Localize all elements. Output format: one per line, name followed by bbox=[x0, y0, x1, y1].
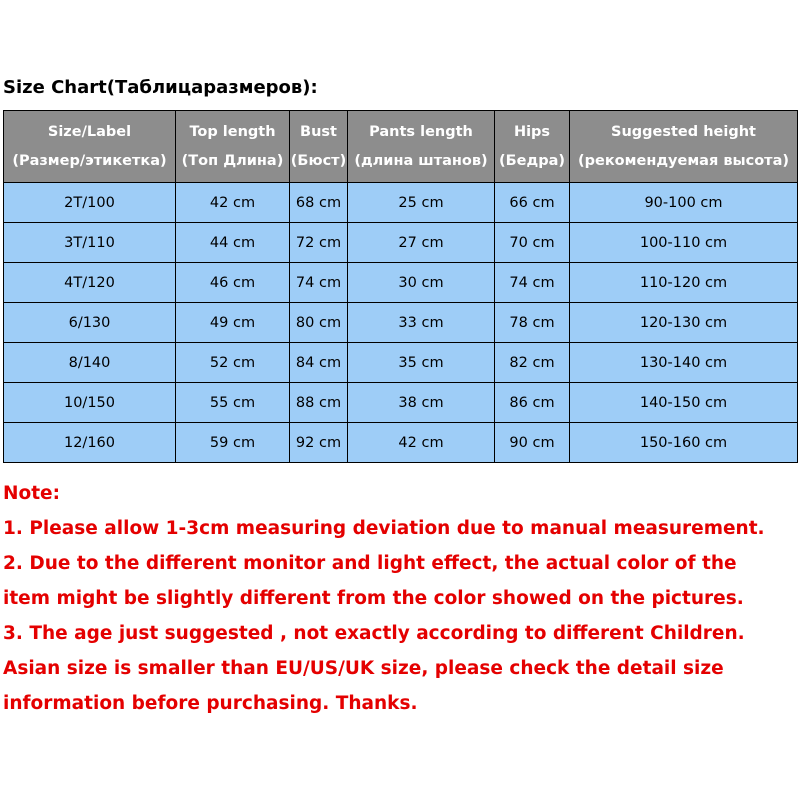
table-row bbox=[4, 183, 798, 223]
header-bust: Bust (Бюст) bbox=[290, 111, 348, 183]
note-heading: Note: bbox=[3, 483, 60, 504]
cell-hips: 70 cm bbox=[495, 223, 570, 263]
table-row bbox=[4, 223, 798, 263]
cell-hips: 82 cm bbox=[495, 343, 570, 383]
header-size-label: Size/Label (Размер/этикетка) bbox=[4, 111, 176, 183]
header-hips: Hips (Бедра) bbox=[495, 111, 570, 183]
cell-suggested-height: 110-120 cm bbox=[570, 263, 798, 303]
cell-size-label: 10/150 bbox=[4, 383, 176, 423]
cell-bust: 84 cm bbox=[290, 343, 348, 383]
cell-pants-length: 38 cm bbox=[348, 383, 495, 423]
cell-top-length: 59 cm bbox=[176, 423, 290, 463]
cell-top-length: 49 cm bbox=[176, 303, 290, 343]
note-line: 3. The age just suggested , not exactly according to different Children. bbox=[3, 623, 745, 644]
table-row bbox=[4, 383, 798, 423]
cell-pants-length: 27 cm bbox=[348, 223, 495, 263]
size-table bbox=[3, 110, 798, 463]
cell-bust: 80 cm bbox=[290, 303, 348, 343]
cell-suggested-height: 150-160 cm bbox=[570, 423, 798, 463]
cell-size-label: 12/160 bbox=[4, 423, 176, 463]
cell-suggested-height: 120-130 cm bbox=[570, 303, 798, 343]
table-row bbox=[4, 343, 798, 383]
cell-top-length: 44 cm bbox=[176, 223, 290, 263]
cell-suggested-height: 90-100 cm bbox=[570, 183, 798, 223]
cell-top-length: 52 cm bbox=[176, 343, 290, 383]
cell-size-label: 3T/110 bbox=[4, 223, 176, 263]
cell-pants-length: 42 cm bbox=[348, 423, 495, 463]
cell-size-label: 4T/120 bbox=[4, 263, 176, 303]
cell-bust: 88 cm bbox=[290, 383, 348, 423]
table-row bbox=[4, 303, 798, 343]
cell-suggested-height: 130-140 cm bbox=[570, 343, 798, 383]
cell-top-length: 55 cm bbox=[176, 383, 290, 423]
cell-size-label: 2T/100 bbox=[4, 183, 176, 223]
cell-bust: 74 cm bbox=[290, 263, 348, 303]
cell-pants-length: 30 cm bbox=[348, 263, 495, 303]
header-top-length: Top length (Топ Длина) bbox=[176, 111, 290, 183]
cell-bust: 68 cm bbox=[290, 183, 348, 223]
cell-bust: 92 cm bbox=[290, 423, 348, 463]
header-pants-length: Pants length (длина штанов) bbox=[348, 111, 495, 183]
cell-top-length: 42 cm bbox=[176, 183, 290, 223]
note-line: 2. Due to the different monitor and light effect, the actual color of the bbox=[3, 553, 737, 574]
cell-bust: 72 cm bbox=[290, 223, 348, 263]
cell-top-length: 46 cm bbox=[176, 263, 290, 303]
note-line: information before purchasing. Thanks. bbox=[3, 693, 418, 714]
table-row bbox=[4, 423, 798, 463]
note-line: item might be slightly different from the color showed on the pictures. bbox=[3, 588, 744, 609]
cell-hips: 90 cm bbox=[495, 423, 570, 463]
cell-hips: 66 cm bbox=[495, 183, 570, 223]
cell-size-label: 8/140 bbox=[4, 343, 176, 383]
cell-pants-length: 25 cm bbox=[348, 183, 495, 223]
table-header-row bbox=[4, 111, 798, 183]
note-line: 1. Please allow 1-3cm measuring deviation due to manual measurement. bbox=[3, 518, 765, 539]
table-row bbox=[4, 263, 798, 303]
cell-suggested-height: 140-150 cm bbox=[570, 383, 798, 423]
cell-hips: 74 cm bbox=[495, 263, 570, 303]
cell-hips: 86 cm bbox=[495, 383, 570, 423]
note-line: Asian size is smaller than EU/US/UK size, please check the detail size bbox=[3, 658, 724, 679]
cell-suggested-height: 100-110 cm bbox=[570, 223, 798, 263]
notes-section bbox=[3, 476, 798, 721]
cell-pants-length: 35 cm bbox=[348, 343, 495, 383]
cell-size-label: 6/130 bbox=[4, 303, 176, 343]
size-chart-title: Size Chart(Таблицаразмеров): bbox=[3, 77, 318, 98]
cell-pants-length: 33 cm bbox=[348, 303, 495, 343]
cell-hips: 78 cm bbox=[495, 303, 570, 343]
header-suggested-height: Suggested height (рекомендуемая высота) bbox=[570, 111, 798, 183]
